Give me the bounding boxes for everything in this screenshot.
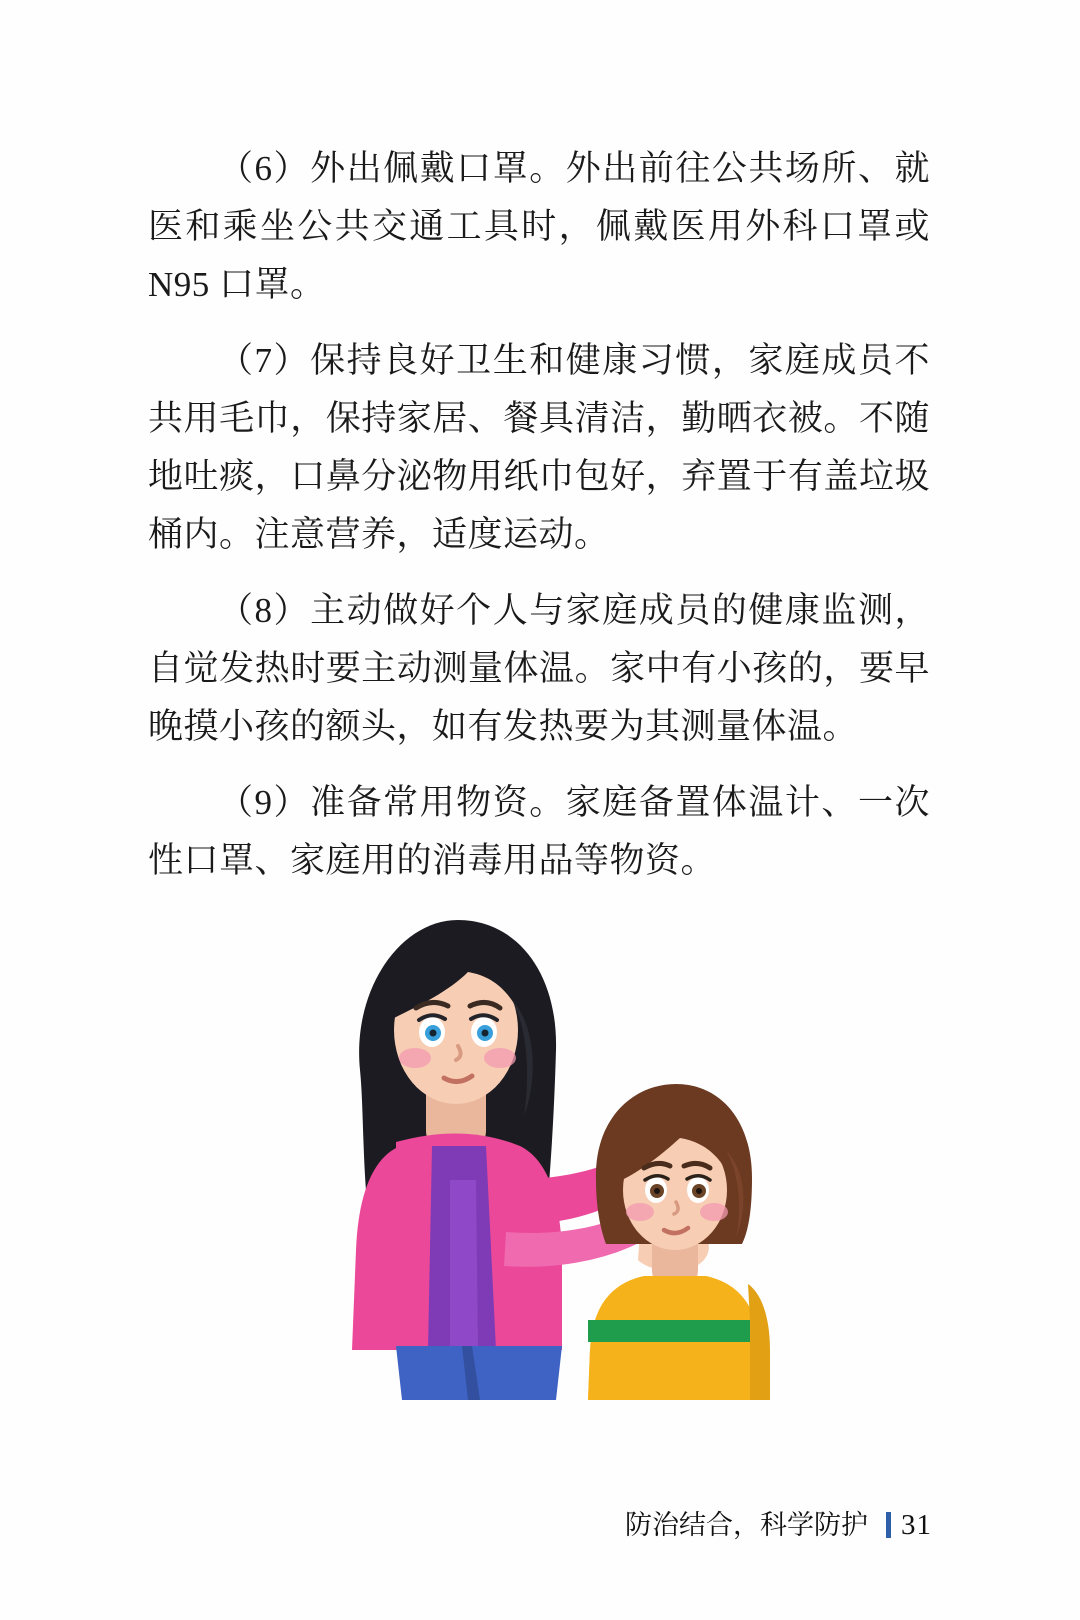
footer-divider-bar [886, 1512, 891, 1538]
paragraph-8: （8）主动做好个人与家庭成员的健康监测，自觉发热时要主动测量体温。家中有小孩的，要早晚摸小孩的额头，如有发热要为其测量体温。 [148, 591, 930, 746]
page-footer [0, 1503, 1080, 1542]
page-number: 31 [901, 1509, 932, 1541]
paragraph-6: （6）外出佩戴口罩。外出前往公共场所、就医和乘坐公共交通工具时，佩戴医用外科口罩或 N95 口罩。 [148, 149, 930, 304]
footer-text: 防治结合，科学防护 [625, 1510, 868, 1540]
illustration-mother-checking-child-forehead [300, 880, 780, 1400]
page-content [148, 140, 930, 908]
paragraph-9: （9）准备常用物资。家庭备置体温计、一次性口罩、家庭用的消毒用品等物资。 [148, 783, 930, 880]
paragraph-7: （7）保持良好卫生和健康习惯，家庭成员不共用毛巾，保持家居、餐具清洁，勤晒衣被。不随地吐痰，口鼻分泌物用纸巾包好，弃置于有盖垃圾桶内。注意营养，适度运动。 [148, 341, 930, 554]
